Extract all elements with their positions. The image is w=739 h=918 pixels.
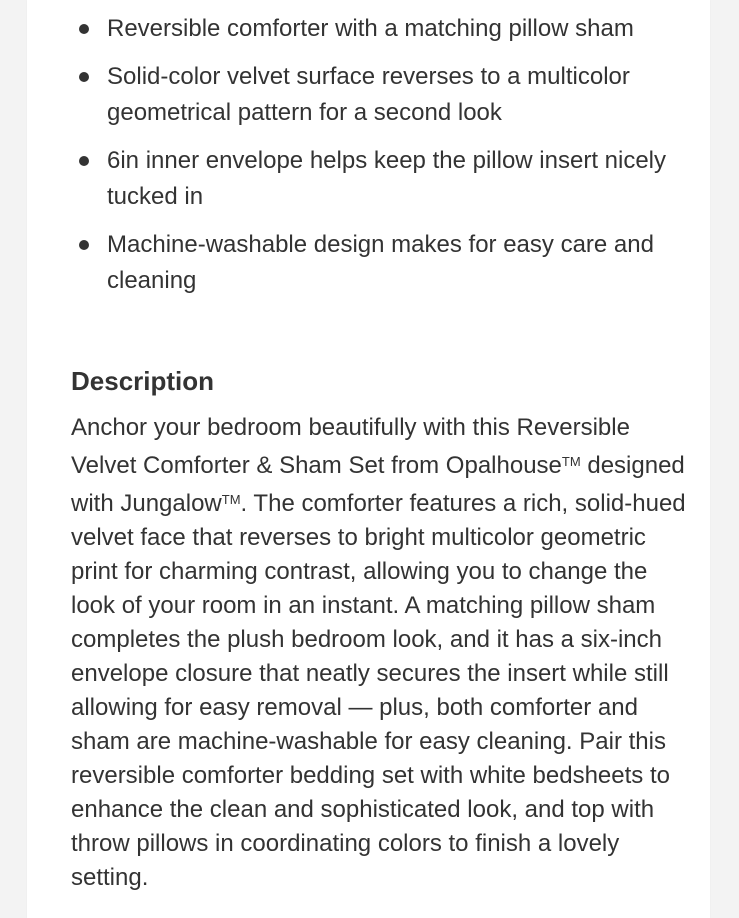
list-item <box>27 227 710 299</box>
highlight-text: Machine-washable design makes for easy care and cleaning <box>107 231 654 294</box>
list-item <box>27 11 710 47</box>
product-details-card <box>27 0 710 918</box>
highlights-list <box>27 11 710 311</box>
description-part-3: . The comforter features a rich, solid-hued velvet face that reverses to bright multicolor geometric print for charming contrast, allowing you to change the look of your room in an instant. A matching pillow sham completes the plush bedroom look, and it has a six-inch envelope closure that neatly secures the insert while still allowing for easy removal — plus, both comforter and sham are machine-washable for easy cleaning. Pair this reversible comforter bedding set with white bedsheets to enhance the clean and sophisticated look, and top with throw pillows in coordinating colors to finish a lovely setting. <box>71 490 686 891</box>
highlight-text: Solid-color velvet surface reverses to a multicolor geometrical pattern for a second look <box>107 63 630 126</box>
description-part-1: Anchor your bedroom beautifully with this Reversible Velvet Comforter & Sham Set from Opalhouse <box>71 414 630 479</box>
bullet-dot-icon <box>79 24 89 34</box>
description-heading: Description <box>71 366 215 396</box>
description-part-2: designed with Jungalow <box>71 452 685 517</box>
highlight-text: Reversible comforter with a matching pillow sham <box>107 15 634 42</box>
bullet-dot-icon <box>79 240 89 250</box>
bullet-dot-icon <box>79 72 89 82</box>
highlight-text: 6in inner envelope helps keep the pillow insert nicely tucked in <box>107 147 667 210</box>
trademark-symbol: TM <box>561 454 581 469</box>
description-text <box>71 411 691 895</box>
list-item <box>27 143 710 215</box>
list-item <box>27 59 710 131</box>
bullet-dot-icon <box>79 156 89 166</box>
trademark-symbol: TM <box>221 492 241 507</box>
